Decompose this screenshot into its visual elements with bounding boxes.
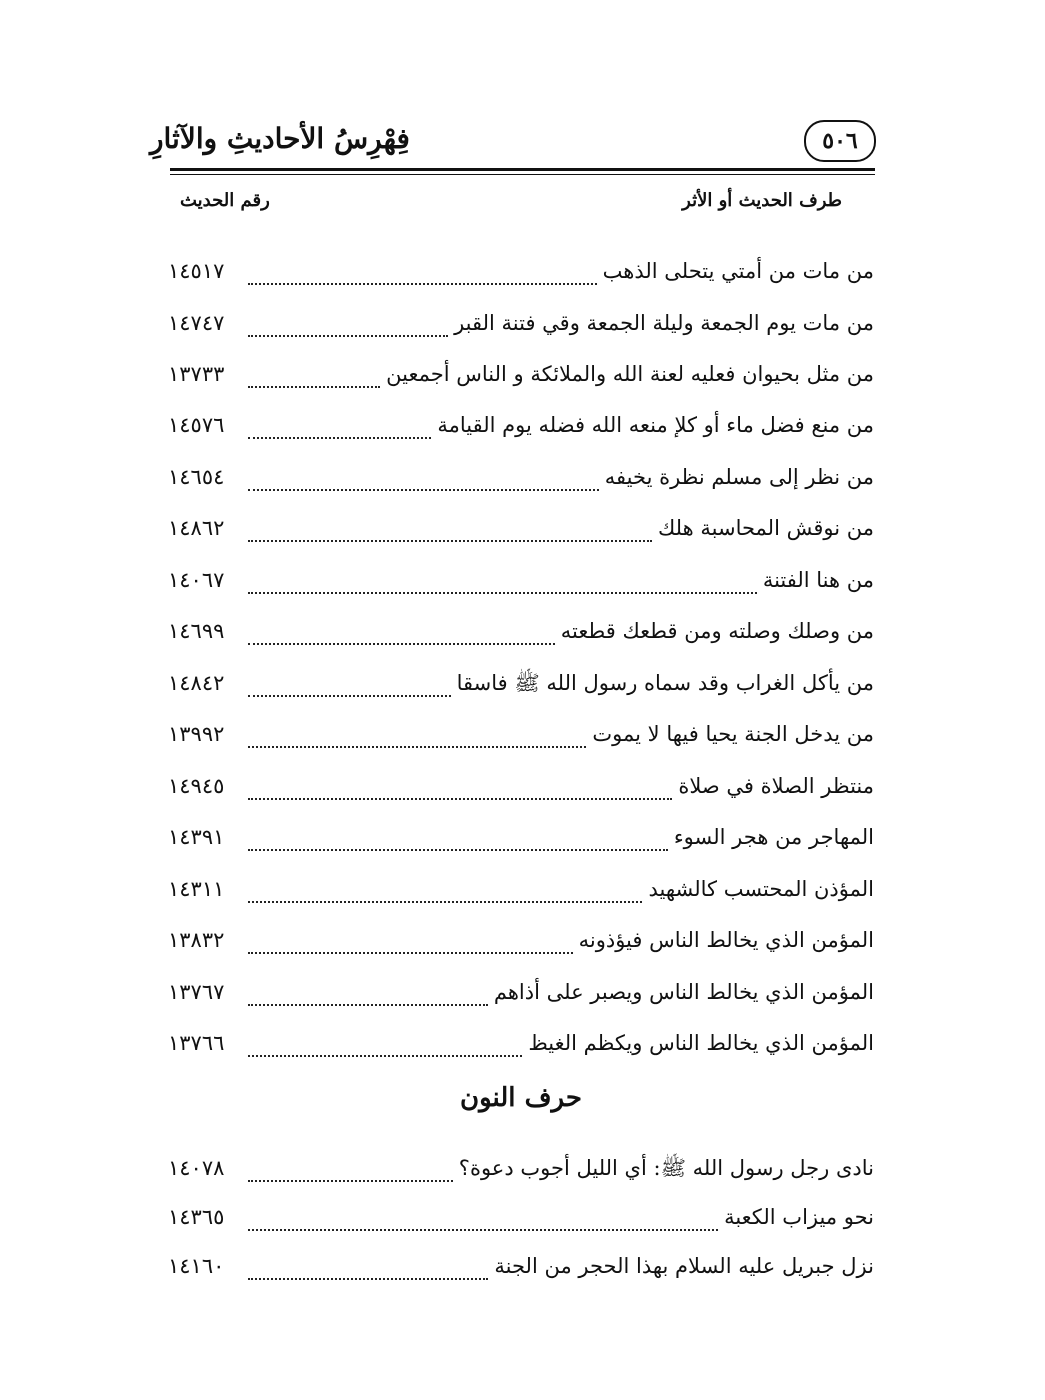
entry-number: ١٤٠٧٨ (168, 1156, 225, 1180)
leader-dots (248, 269, 597, 285)
index-entry (168, 251, 874, 291)
index-entry (168, 1148, 874, 1188)
running-title: فِهْرِسُ الأحاديثِ والآثارِ (150, 122, 410, 155)
index-entry (168, 920, 874, 960)
index-entry (168, 354, 874, 394)
entry-text: المؤذن المحتسب كالشهيد (648, 877, 874, 901)
entry-number: ١٤٦٩٩ (168, 619, 225, 643)
index-entry (168, 869, 874, 909)
entry-number: ١٤١٦٠ (168, 1254, 225, 1278)
leader-dots (248, 1166, 453, 1182)
entry-text: من يدخل الجنة يحيا فيها لا يموت (592, 722, 874, 746)
entry-text: من يأكل الغراب وقد سماه رسول الله ﷺ فاسقا (456, 671, 874, 695)
entry-number: ١٤٥٧٦ (168, 413, 225, 437)
leader-dots (248, 887, 642, 903)
leader-dots (248, 681, 451, 697)
index-entry (168, 714, 874, 754)
entry-text: من مثل بحيوان فعليه لعنة الله والملائكة و الناس أجمعين (386, 362, 874, 386)
entry-number: ١٤٣٩١ (168, 825, 225, 849)
index-entry (168, 766, 874, 806)
index-entry (168, 405, 874, 445)
entry-text: المؤمن الذي يخالط الناس فيؤذونه (578, 928, 874, 952)
entry-text: من هنا الفتنة (762, 568, 874, 592)
entry-number: ١٣٧٦٧ (168, 980, 225, 1004)
entry-text: نزل جبريل عليه السلام بهذا الحجر من الجنة (494, 1254, 874, 1278)
index-entry (168, 611, 874, 651)
entry-text: من مات من أمتي يتحلى الذهب (602, 259, 874, 283)
entry-text: من نوقش المحاسبة هلك (657, 516, 874, 540)
column-heading-hadith: طرف الحديث أو الأثر (682, 190, 842, 211)
entry-number: ١٣٧٣٣ (168, 362, 225, 386)
entry-text: المؤمن الذي يخالط الناس ويكظم الغيظ (528, 1031, 874, 1055)
index-entry (168, 303, 874, 343)
entry-text: نادى رجل رسول الله ﷺ: أي الليل أجوب دعوة؟ (458, 1156, 874, 1180)
index-entry (168, 508, 874, 548)
index-entry (168, 1197, 874, 1237)
entry-number: ١٤٦٥٤ (168, 465, 225, 489)
index-entry (168, 1246, 874, 1286)
entry-text: من مات يوم الجمعة وليلة الجمعة وقي فتنة القبر (454, 311, 874, 335)
entry-number: ١٤٥١٧ (168, 259, 225, 283)
entry-text: المؤمن الذي يخالط الناس ويصبر على أذاهم (493, 980, 874, 1004)
entry-number: ١٤٣١١ (168, 877, 225, 901)
entry-number: ١٣٨٣٢ (168, 928, 225, 952)
index-entry (168, 972, 874, 1012)
index-entry (168, 560, 874, 600)
leader-dots (248, 475, 599, 491)
entry-number: ١٤٧٤٧ (168, 311, 225, 335)
leader-dots (248, 423, 431, 439)
entry-number: ١٤٣٦٥ (168, 1205, 225, 1229)
index-entry (168, 817, 874, 857)
entry-text: نحو ميزاب الكعبة (724, 1205, 874, 1229)
entry-text: منتظر الصلاة في صلاة (678, 774, 874, 798)
entry-number: ١٣٧٦٦ (168, 1031, 225, 1055)
leader-dots (248, 321, 448, 337)
page-number: ٥٠٦ (804, 120, 876, 162)
leader-dots (248, 1041, 522, 1057)
leader-dots (248, 372, 380, 388)
leader-dots (248, 526, 652, 542)
leader-dots (248, 990, 488, 1006)
index-entry (168, 1023, 874, 1063)
index-entry (168, 663, 874, 703)
entry-number: ١٤٠٦٧ (168, 568, 225, 592)
entry-text: المهاجر من هجر السوء (673, 825, 874, 849)
leader-dots (248, 578, 757, 594)
entry-text: من وصلك وصلته ومن قطعك قطعته (560, 619, 874, 643)
entry-number: ١٤٨٦٢ (168, 516, 225, 540)
entry-text: من نظر إلى مسلم نظرة يخيفه (604, 465, 874, 489)
index-entries (168, 0, 874, 1400)
entry-text: من منع فضل ماء أو كلإ منعه الله فضله يوم القيامة (437, 413, 874, 437)
leader-dots (248, 629, 555, 645)
leader-dots (248, 732, 586, 748)
entry-number: ١٤٩٤٥ (168, 774, 225, 798)
column-heading-number: رقم الحديث (180, 190, 270, 211)
leader-dots (248, 1215, 718, 1231)
leader-dots (248, 835, 668, 851)
index-entry (168, 457, 874, 497)
leader-dots (248, 938, 573, 954)
entry-number: ١٣٩٩٢ (168, 722, 225, 746)
leader-dots (248, 1264, 488, 1280)
section-heading: حرف النون (460, 1083, 582, 1113)
entry-number: ١٤٨٤٢ (168, 671, 225, 695)
leader-dots (248, 784, 672, 800)
